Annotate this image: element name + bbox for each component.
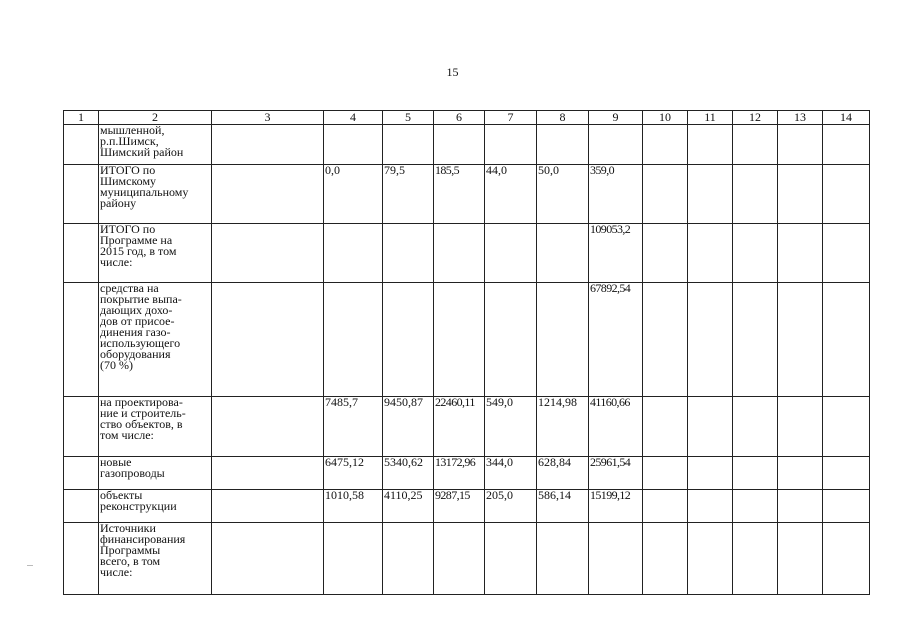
value-cell-col-13 <box>778 125 823 165</box>
value-cell-col-4 <box>324 125 383 165</box>
value-cell-col-11 <box>688 523 733 595</box>
table-row <box>64 125 870 165</box>
row-index-cell <box>64 224 99 283</box>
value-cell-col-3 <box>212 165 324 224</box>
value-cell-col-5: 4110,25 <box>383 490 434 523</box>
description-line: ство объектов, в <box>100 417 183 431</box>
value-cell-col-6: 13172,96 <box>434 457 485 490</box>
row-index-cell <box>64 125 99 165</box>
value-cell-col-4: 0,0 <box>324 165 383 224</box>
value-cell-col-14 <box>823 165 870 224</box>
value-cell-col-13 <box>778 457 823 490</box>
description-line: району <box>100 196 137 210</box>
column-header: 2 <box>99 111 212 125</box>
value-cell-col-6 <box>434 523 485 595</box>
row-index-cell <box>64 283 99 397</box>
table-row <box>64 165 870 224</box>
description-line: на проектирова- <box>100 396 183 409</box>
value-cell-col-7 <box>485 224 537 283</box>
value-cell-col-14 <box>823 283 870 397</box>
description-cell <box>99 523 212 595</box>
value-cell-col-7: 344,0 <box>485 457 537 490</box>
table-row <box>64 523 870 595</box>
description-line: муниципальному <box>100 185 189 199</box>
value-cell-col-5: 79,5 <box>383 165 434 224</box>
description-line: том числе: <box>100 428 154 442</box>
value-cell-col-4: 6475,12 <box>324 457 383 490</box>
value-cell-col-7: 205,0 <box>485 490 537 523</box>
value-cell-col-10 <box>643 224 688 283</box>
value-cell-col-11 <box>688 125 733 165</box>
value-cell-col-5 <box>383 523 434 595</box>
row-index-cell <box>64 523 99 595</box>
description-line: Шимский район <box>100 145 184 159</box>
value-cell-col-8: 586,14 <box>537 490 589 523</box>
description-line: объекты <box>100 489 143 502</box>
value-cell-col-13 <box>778 490 823 523</box>
description-cell <box>99 165 212 224</box>
page-number: 15 <box>446 65 459 79</box>
column-header: 10 <box>643 111 688 125</box>
description-line: ИТОГО по <box>100 164 156 177</box>
description-line: Программе на <box>100 233 173 247</box>
value-cell-col-12 <box>733 457 778 490</box>
value-cell-col-3 <box>212 523 324 595</box>
description-line: покрытие выпа- <box>100 292 182 306</box>
column-header: 6 <box>434 111 485 125</box>
value-cell-col-9: 359,0 <box>589 165 643 224</box>
value-cell-col-14 <box>823 523 870 595</box>
value-cell-col-12 <box>733 224 778 283</box>
description-line: средства на <box>100 282 159 295</box>
value-cell-col-9: 41160,66 <box>589 397 643 457</box>
column-header: 3 <box>212 111 324 125</box>
value-cell-col-8: 1214,98 <box>537 397 589 457</box>
value-cell-col-5: 9450,87 <box>383 397 434 457</box>
row-index-cell <box>64 165 99 224</box>
value-cell-col-4 <box>324 523 383 595</box>
value-cell-col-14 <box>823 224 870 283</box>
table-row <box>64 457 870 490</box>
value-cell-col-6: 9287,15 <box>434 490 485 523</box>
value-cell-col-5 <box>383 283 434 397</box>
value-cell-col-11 <box>688 165 733 224</box>
row-index-cell <box>64 457 99 490</box>
value-cell-col-9: 25961,54 <box>589 457 643 490</box>
value-cell-col-6 <box>434 283 485 397</box>
description-cell <box>99 457 212 490</box>
description-line: реконструкции <box>100 499 177 513</box>
value-cell-col-13 <box>778 224 823 283</box>
value-cell-col-4 <box>324 224 383 283</box>
value-cell-col-9: 15199,12 <box>589 490 643 523</box>
value-cell-col-13 <box>778 165 823 224</box>
description-line: 2015 год, в том <box>100 244 177 258</box>
column-header: 4 <box>324 111 383 125</box>
value-cell-col-10 <box>643 457 688 490</box>
value-cell-col-10 <box>643 397 688 457</box>
value-cell-col-11 <box>688 397 733 457</box>
value-cell-col-6: 22460,11 <box>434 397 485 457</box>
description-line: динения газо- <box>100 325 171 339</box>
description-line: ИТОГО по <box>100 223 156 236</box>
value-cell-col-7 <box>485 283 537 397</box>
description-line: числе: <box>100 255 133 269</box>
value-cell-col-9: 67892,54 <box>589 283 643 397</box>
description-line: всего, в том <box>100 554 161 568</box>
description-line: использующего <box>100 336 181 350</box>
column-header: 5 <box>383 111 434 125</box>
value-cell-col-3 <box>212 397 324 457</box>
value-cell-col-9: 109053,2 <box>589 224 643 283</box>
value-cell-col-5 <box>383 125 434 165</box>
value-cell-col-14 <box>823 490 870 523</box>
value-cell-col-14 <box>823 457 870 490</box>
table-row <box>64 490 870 523</box>
scan-mark <box>27 565 33 566</box>
value-cell-col-9 <box>589 523 643 595</box>
description-line: числе: <box>100 565 133 579</box>
value-cell-col-14 <box>823 125 870 165</box>
program-table <box>63 110 870 595</box>
value-cell-col-6 <box>434 224 485 283</box>
value-cell-col-5 <box>383 224 434 283</box>
value-cell-col-3 <box>212 490 324 523</box>
description-cell <box>99 125 212 165</box>
value-cell-col-11 <box>688 283 733 397</box>
description-line: дающих дохо- <box>100 303 173 317</box>
value-cell-col-11 <box>688 490 733 523</box>
description-line: (70 %) <box>100 358 133 372</box>
description-line: мышленной, <box>100 124 165 137</box>
column-header: 8 <box>537 111 589 125</box>
value-cell-col-3 <box>212 283 324 397</box>
value-cell-col-5: 5340,62 <box>383 457 434 490</box>
description-line: ние и строитель- <box>100 406 186 420</box>
column-header: 13 <box>778 111 823 125</box>
description-line: Шимскому <box>100 174 157 188</box>
table-row <box>64 397 870 457</box>
column-header: 12 <box>733 111 778 125</box>
value-cell-col-11 <box>688 224 733 283</box>
column-header: 1 <box>64 111 99 125</box>
description-cell <box>99 224 212 283</box>
value-cell-col-11 <box>688 457 733 490</box>
value-cell-col-6 <box>434 125 485 165</box>
value-cell-col-10 <box>643 125 688 165</box>
value-cell-col-12 <box>733 490 778 523</box>
value-cell-col-8 <box>537 523 589 595</box>
table-row <box>64 283 870 397</box>
value-cell-col-4: 1010,58 <box>324 490 383 523</box>
value-cell-col-7: 44,0 <box>485 165 537 224</box>
value-cell-col-12 <box>733 283 778 397</box>
column-header: 9 <box>589 111 643 125</box>
column-header: 11 <box>688 111 733 125</box>
description-cell <box>99 397 212 457</box>
value-cell-col-3 <box>212 125 324 165</box>
description-line: Источники <box>100 522 156 535</box>
value-cell-col-8 <box>537 224 589 283</box>
value-cell-col-10 <box>643 523 688 595</box>
column-header-row <box>64 111 870 125</box>
value-cell-col-7: 549,0 <box>485 397 537 457</box>
value-cell-col-4: 7485,7 <box>324 397 383 457</box>
value-cell-col-4 <box>324 283 383 397</box>
value-cell-col-8 <box>537 283 589 397</box>
value-cell-col-7 <box>485 523 537 595</box>
value-cell-col-12 <box>733 397 778 457</box>
value-cell-col-6: 185,5 <box>434 165 485 224</box>
description-line: новые <box>100 456 132 469</box>
value-cell-col-9 <box>589 125 643 165</box>
value-cell-col-3 <box>212 457 324 490</box>
value-cell-col-12 <box>733 523 778 595</box>
description-line: дов от присое- <box>100 314 175 328</box>
value-cell-col-14 <box>823 397 870 457</box>
description-line: финансирования <box>100 532 186 546</box>
value-cell-col-13 <box>778 397 823 457</box>
value-cell-col-12 <box>733 165 778 224</box>
description-line: оборудования <box>100 347 171 361</box>
value-cell-col-3 <box>212 224 324 283</box>
column-header: 14 <box>823 111 870 125</box>
description-cell <box>99 490 212 523</box>
row-index-cell <box>64 397 99 457</box>
value-cell-col-8: 50,0 <box>537 165 589 224</box>
row-index-cell <box>64 490 99 523</box>
value-cell-col-13 <box>778 523 823 595</box>
value-cell-col-10 <box>643 490 688 523</box>
value-cell-col-10 <box>643 283 688 397</box>
table-row <box>64 224 870 283</box>
description-cell <box>99 283 212 397</box>
description-line: р.п.Шимск, <box>100 134 159 148</box>
value-cell-col-7 <box>485 125 537 165</box>
description-line: газопроводы <box>100 466 165 480</box>
value-cell-col-13 <box>778 283 823 397</box>
value-cell-col-8: 628,84 <box>537 457 589 490</box>
column-header: 7 <box>485 111 537 125</box>
value-cell-col-10 <box>643 165 688 224</box>
description-line: Программы <box>100 543 161 557</box>
value-cell-col-12 <box>733 125 778 165</box>
value-cell-col-8 <box>537 125 589 165</box>
